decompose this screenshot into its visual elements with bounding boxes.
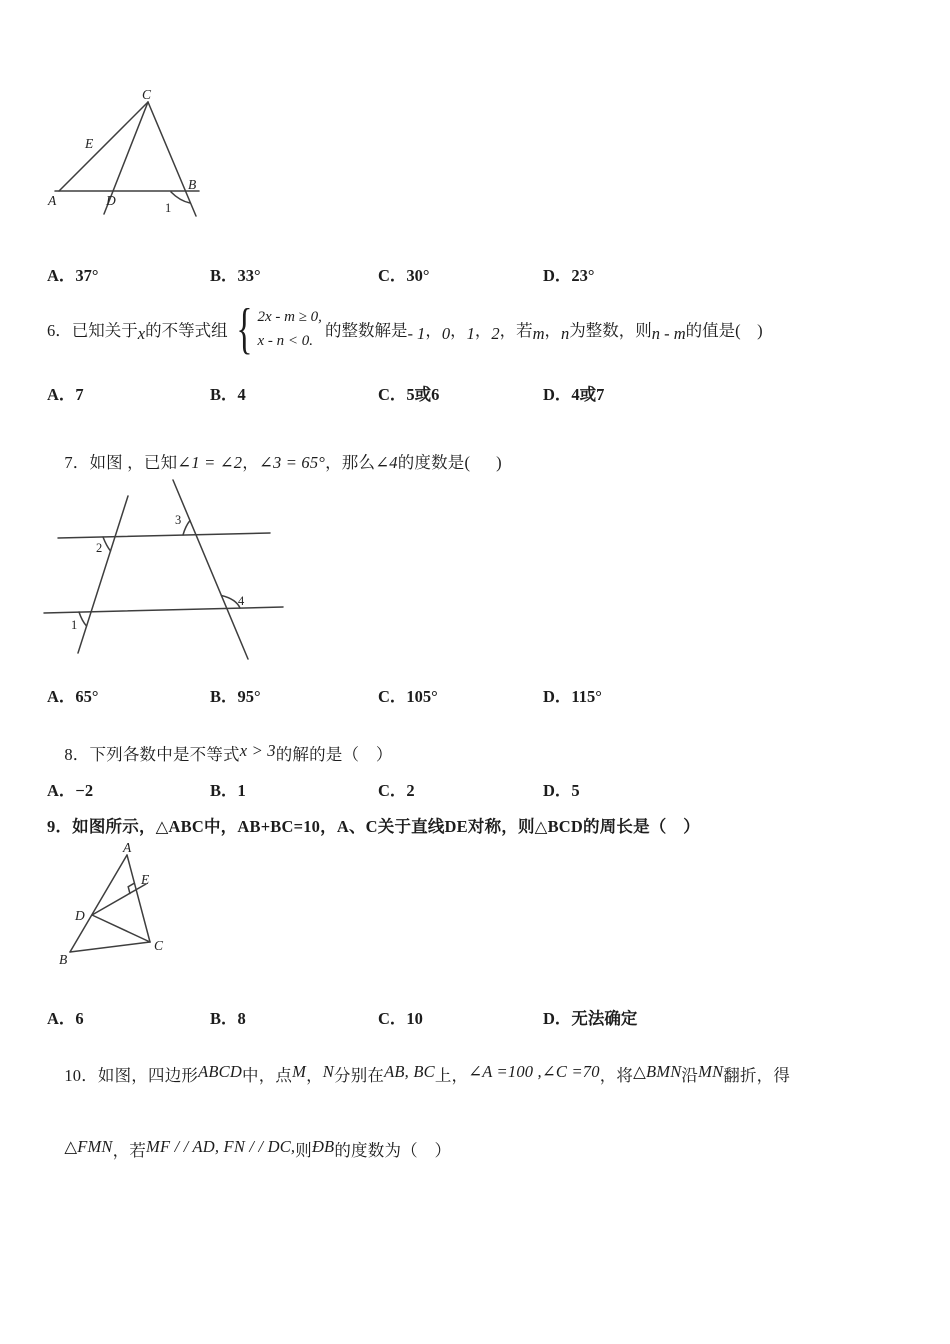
- q6-text-3: 的整数解是: [324, 321, 408, 340]
- q10-text-6: 沿: [681, 1066, 699, 1085]
- q7-text-1: 7．如图 ，已知: [64, 453, 178, 472]
- question-10-line-1: [47, 1042, 790, 1106]
- q9-option-c: C．10: [378, 1009, 423, 1028]
- figure-q5-triangle: [35, 88, 220, 223]
- q8-option-a: A．−2: [47, 781, 94, 800]
- transversal-right: [173, 480, 248, 659]
- q6-text-5: 的值是( ): [685, 321, 763, 340]
- q8-option-c: C．2: [378, 781, 415, 800]
- q6-num-0: 0: [441, 324, 451, 343]
- q6-var-x: x: [137, 324, 146, 343]
- q5-option-a: A．37°: [47, 266, 99, 285]
- q7-text-3: 的度数是( ): [397, 453, 502, 472]
- side-ab: [70, 855, 127, 952]
- system-line-1: 2x - m ≥ 0,: [257, 308, 322, 325]
- q6-comma-1: ，: [425, 321, 442, 340]
- q9-option-d: D．无法确定: [543, 1009, 638, 1028]
- q10-angles-a-c: ∠A =100 ,∠C =70: [468, 1062, 600, 1081]
- q6-var-n: n: [560, 324, 570, 343]
- q5-option-d: D．23°: [543, 266, 595, 285]
- q10-text-7: 翻折，得: [723, 1066, 791, 1085]
- point-label-c: C: [154, 938, 164, 953]
- q9-option-b: B．8: [210, 1009, 246, 1028]
- point-label-e: E: [141, 872, 150, 887]
- q10-l2-text-2: 则: [295, 1141, 312, 1160]
- q10-quad-abcd: ABCD: [198, 1062, 243, 1081]
- transversal-left: [78, 496, 128, 653]
- upper-parallel-line: [58, 533, 270, 538]
- q10-l2-text-3: 的度数为（ ）: [334, 1141, 452, 1160]
- point-label-b: B: [59, 952, 68, 967]
- q10-text-4: 上，: [434, 1066, 469, 1085]
- q8-inequality-x-gt-3: x > 3: [239, 741, 276, 760]
- angle-label-4: 4: [238, 594, 245, 608]
- system-line-2: x - n < 0.: [257, 332, 313, 349]
- q10-l2-text-1: ，若: [112, 1141, 147, 1160]
- figure-q7-parallel-lines: [40, 472, 290, 670]
- q10-point-n: N: [322, 1062, 334, 1081]
- q6-var-m: m: [532, 324, 545, 343]
- q10-angle-b: ÐB: [311, 1137, 335, 1156]
- q10-point-m: M: [292, 1062, 307, 1081]
- point-label-a: A: [48, 193, 57, 208]
- q6-text-1: 6．已知关于: [47, 321, 138, 340]
- q8-option-b: B．1: [210, 781, 246, 800]
- q10-triangle-bmn: △BMN: [633, 1062, 682, 1081]
- q7-option-d: D．115°: [543, 687, 602, 706]
- figure-q9-triangle: [48, 840, 173, 975]
- q7-angle1-eq-angle2: ∠1 = ∠2: [177, 453, 243, 472]
- angle-1-arc: [79, 612, 87, 626]
- question-8-text: [47, 721, 393, 785]
- angle-3-arc: [183, 521, 190, 536]
- angle-label-2: 2: [96, 541, 103, 555]
- q8-option-d: D．5: [543, 781, 580, 800]
- q5-option-b: B．33°: [210, 266, 261, 285]
- q5-option-c: C．30°: [378, 266, 430, 285]
- q6-text-4: 为整数，则: [569, 321, 652, 340]
- q6-option-a: A．7: [47, 385, 84, 404]
- q9-option-a: A．6: [47, 1009, 84, 1028]
- lower-parallel-line: [44, 607, 283, 613]
- inequality-system: [231, 297, 322, 360]
- q6-comma-3: ，: [474, 321, 492, 340]
- angle-label-1: 1: [165, 201, 172, 215]
- system-lines: [257, 305, 321, 353]
- q7-angle4: ∠4: [375, 453, 398, 472]
- q7-angle3-65: ∠3 = 65°: [258, 453, 326, 472]
- q8-text-2: 的解的是（ ）: [275, 745, 393, 764]
- q6-option-b: B．4: [210, 385, 246, 404]
- side-bc: [70, 942, 150, 952]
- line-cb-extended: [148, 102, 196, 216]
- q6-num-neg1: - 1: [407, 324, 426, 343]
- q6-text-2: 的不等式组: [145, 321, 228, 340]
- q6-text-ruo: ，若: [499, 321, 533, 340]
- point-label-e: E: [85, 136, 94, 151]
- q6-comma-5: ，: [544, 321, 561, 340]
- side-ac: [127, 855, 150, 942]
- system-brace: {: [235, 297, 253, 360]
- q7-option-b: B．95°: [210, 687, 261, 706]
- question-9-text: 9．如图所示，△ABC中，AB+BC=10，A、C关于直线DE对称，则△BCD的周长是（ ）: [47, 817, 700, 836]
- q10-text-3: 分别在: [334, 1066, 385, 1085]
- q6-option-d: D．4或7: [543, 385, 605, 404]
- q10-text-2: 中，点: [242, 1066, 293, 1085]
- segment-dc: [92, 915, 150, 942]
- angle-label-1: 1: [71, 618, 78, 632]
- point-label-a: A: [123, 840, 132, 855]
- q6-num-2: 2: [491, 324, 500, 343]
- question-10-line-2: [47, 1117, 451, 1181]
- q8-text-1: 8．下列各数中是不等式: [64, 745, 240, 764]
- q6-comma-2: ，: [450, 321, 467, 340]
- point-label-d: D: [106, 193, 116, 208]
- q6-expr-n-minus-m: n - m: [651, 324, 686, 343]
- q10-parallel-conditions: MF / / AD, FN / / DC,: [146, 1137, 296, 1156]
- point-label-d: D: [75, 908, 85, 923]
- q7-option-c: C．105°: [378, 687, 438, 706]
- question-6-text: [47, 297, 763, 361]
- angle-label-3: 3: [175, 513, 182, 527]
- point-label-b: B: [188, 177, 197, 192]
- q10-sides-ab-bc: AB, BC: [384, 1062, 435, 1081]
- q7-option-a: A．65°: [47, 687, 99, 706]
- q10-comma-1: ，: [306, 1066, 323, 1085]
- q10-text-1: 10．如图，四边形: [64, 1066, 199, 1085]
- side-ca: [59, 102, 148, 191]
- angle-2-arc: [103, 537, 111, 551]
- q10-triangle-fmn: △FMN: [64, 1137, 113, 1156]
- q6-num-1: 1: [466, 324, 475, 343]
- q10-segment-mn: MN: [698, 1062, 724, 1081]
- q10-text-5: ，将: [599, 1066, 634, 1085]
- q7-comma: ，: [242, 453, 259, 472]
- q6-option-c: C．5或6: [378, 385, 440, 404]
- q7-text-2: ，那么: [325, 453, 376, 472]
- point-label-c: C: [142, 88, 152, 102]
